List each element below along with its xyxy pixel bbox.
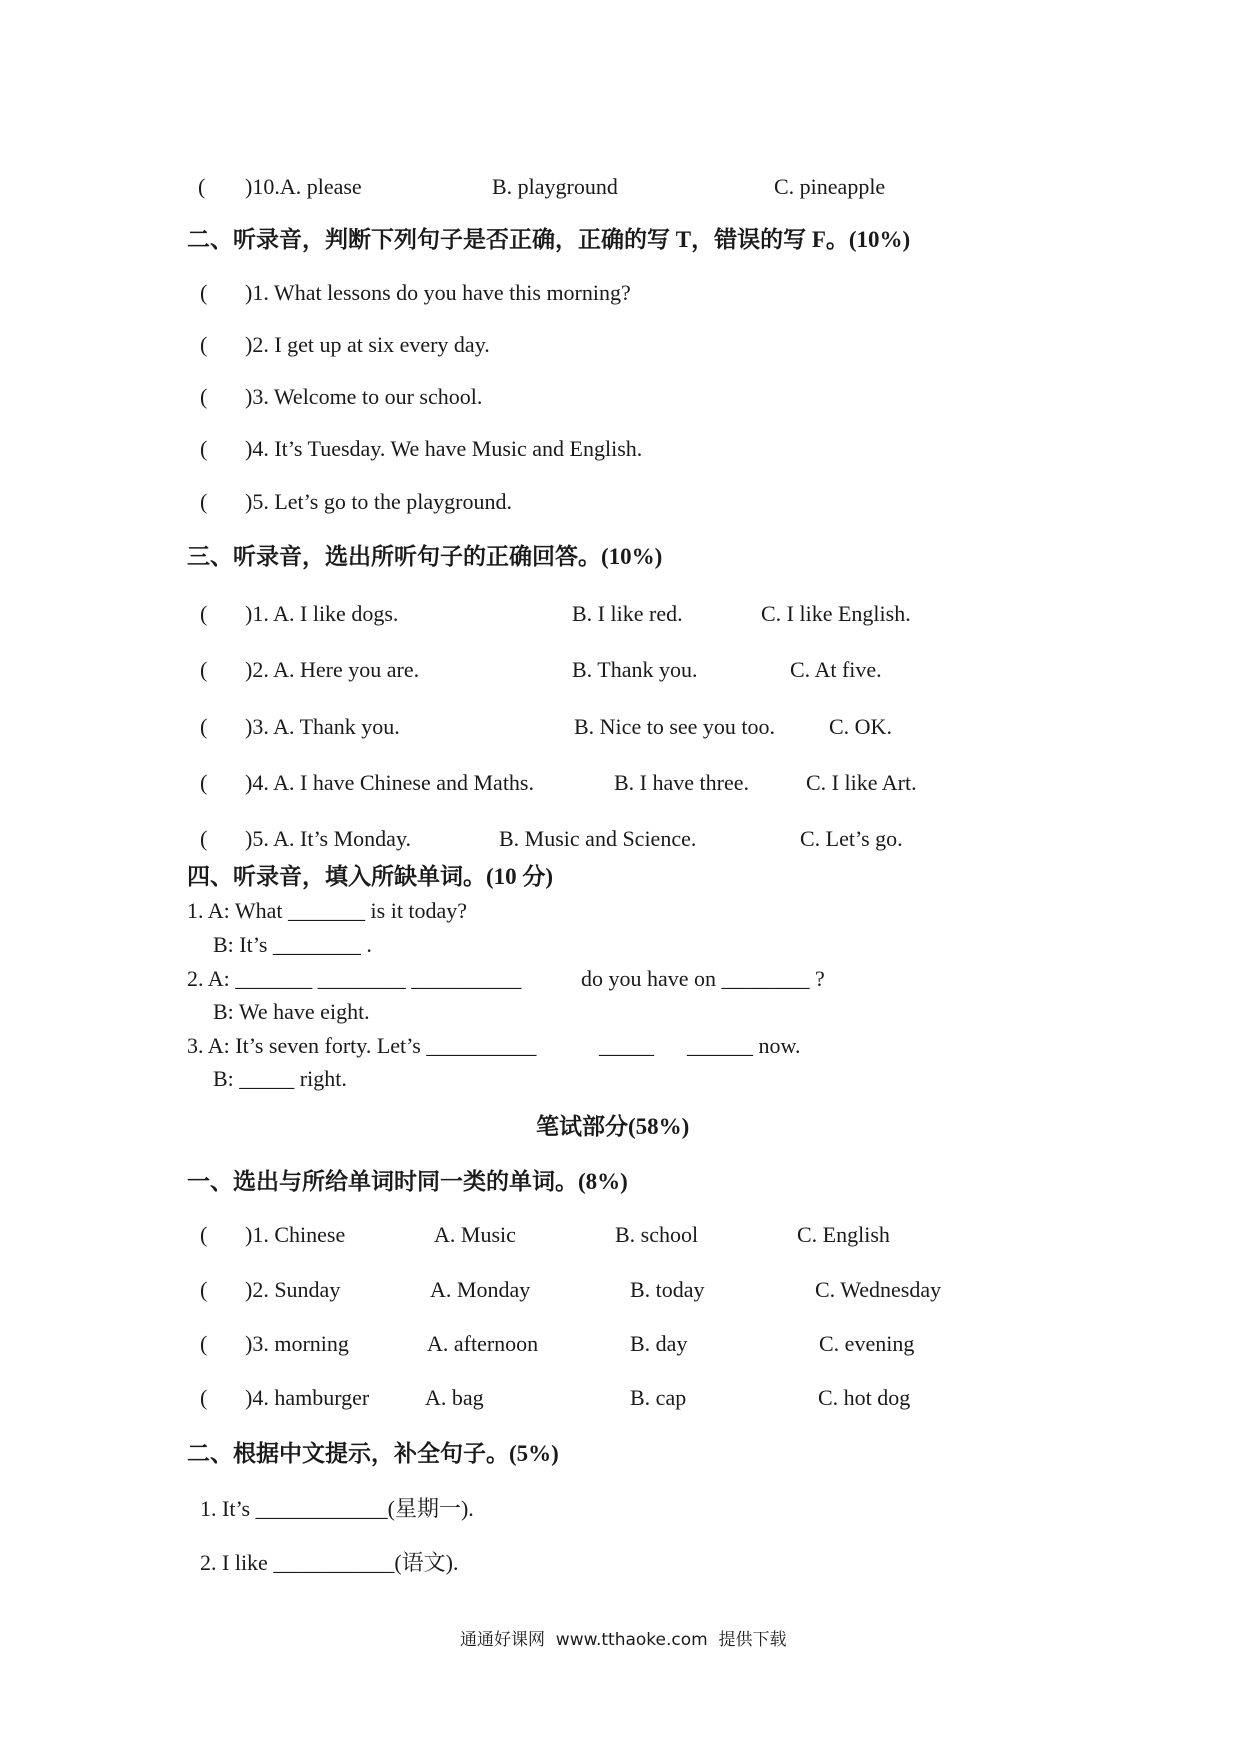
fill-q2-a-part2: do you have on ________ ? <box>581 966 825 991</box>
answer-option-a: )1. A. I like dogs. <box>245 601 399 626</box>
fill-q1-b: B: It’s ________ . <box>213 932 372 957</box>
tf-paren: ( <box>200 280 208 305</box>
answer-option-b: B. I like red. <box>572 601 683 626</box>
classify-option-c: C. hot dog <box>818 1385 911 1410</box>
answer-paren: ( <box>200 601 208 626</box>
classify-word: )1. Chinese <box>245 1222 346 1247</box>
complete-heading: 二、根据中文提示，补全句子。(5%) <box>187 1441 559 1466</box>
answer-option-b: B. I have three. <box>614 770 749 795</box>
answer-paren: ( <box>200 770 208 795</box>
tf-item: )2. I get up at six every day. <box>245 332 490 357</box>
classify-heading: 一、选出与所给单词时同一类的单词。(8%) <box>187 1169 628 1194</box>
tf-item: )5. Let’s go to the playground. <box>245 489 513 514</box>
tf-item: )3. Welcome to our school. <box>245 384 483 409</box>
answer-paren: ( <box>200 826 208 851</box>
answer-paren: ( <box>200 714 208 739</box>
classify-option-c: C. Wednesday <box>815 1277 942 1302</box>
classify-option-c: C. evening <box>819 1331 915 1356</box>
tf-item: )4. It’s Tuesday. We have Music and English. <box>245 436 643 461</box>
answer-option-b: B. Nice to see you too. <box>574 714 776 739</box>
answer-option-a: )4. A. I have Chinese and Maths. <box>245 770 534 795</box>
tf-paren: ( <box>200 436 208 461</box>
q10-paren: ( <box>198 174 206 199</box>
tf-paren: ( <box>200 332 208 357</box>
complete-item: 2. I like ___________(语文). <box>200 1550 459 1575</box>
classify-option-b: B. today <box>630 1277 705 1302</box>
tf-paren: ( <box>200 384 208 409</box>
classify-option-a: A. Monday <box>430 1277 531 1302</box>
classify-option-a: A. Music <box>434 1222 516 1247</box>
classify-word: )2. Sunday <box>245 1277 341 1302</box>
answer-option-c: C. Let’s go. <box>800 826 903 851</box>
answer-option-c: C. I like Art. <box>806 770 917 795</box>
answer-option-a: )3. A. Thank you. <box>245 714 400 739</box>
fill-q1-a: 1. A: What _______ is it today? <box>187 898 468 923</box>
fill-q2-b: B: We have eight. <box>213 999 370 1024</box>
listen-answer-heading: 三、听录音，选出所听句子的正确回答。(10%) <box>187 544 663 569</box>
classify-option-a: A. bag <box>425 1385 484 1410</box>
classify-paren: ( <box>200 1277 208 1302</box>
tf-paren: ( <box>200 489 208 514</box>
q10-option-b: B. playground <box>492 174 618 199</box>
answer-option-a: )5. A. It’s Monday. <box>245 826 412 851</box>
classify-option-b: B. cap <box>630 1385 687 1410</box>
answer-option-a: )2. A. Here you are. <box>245 657 420 682</box>
classify-word: )3. morning <box>245 1331 349 1356</box>
answer-option-b: B. Music and Science. <box>499 826 697 851</box>
answer-option-b: B. Thank you. <box>572 657 698 682</box>
listen-fill-heading: 四、听录音，填入所缺单词。(10 分) <box>187 864 554 889</box>
answer-paren: ( <box>200 657 208 682</box>
classify-paren: ( <box>200 1222 208 1247</box>
footer-source-note: 通通好课网 www.tthaoke.com 提供下载 <box>460 1630 787 1650</box>
classify-word: )4. hamburger <box>245 1385 370 1410</box>
classify-option-b: B. day <box>630 1331 688 1356</box>
classify-option-c: C. English <box>797 1222 890 1247</box>
classify-option-b: B. school <box>615 1222 699 1247</box>
written-section-title: 笔试部分(58%) <box>536 1114 690 1139</box>
classify-option-a: A. afternoon <box>427 1331 539 1356</box>
q10-option-c: C. pineapple <box>774 174 886 199</box>
fill-q3-a-blank2: _____ <box>599 1033 654 1058</box>
fill-q3-a-part3: ______ now. <box>687 1033 801 1058</box>
fill-q3-a-part1: 3. A: It’s seven forty. Let’s __________ <box>187 1033 537 1058</box>
q10-option-a: )10.A. please <box>245 174 362 199</box>
fill-q2-a-part1: 2. A: _______ ________ __________ <box>187 966 522 991</box>
classify-paren: ( <box>200 1331 208 1356</box>
classify-paren: ( <box>200 1385 208 1410</box>
answer-option-c: C. OK. <box>829 714 892 739</box>
answer-option-c: C. I like English. <box>761 601 911 626</box>
listen-tf-heading: 二、听录音，判断下列句子是否正确，正确的写 T，错误的写 F。(10%) <box>187 227 911 252</box>
answer-option-c: C. At five. <box>790 657 882 682</box>
complete-item: 1. It’s ____________(星期一). <box>200 1496 474 1521</box>
tf-item: )1. What lessons do you have this morning? <box>245 280 631 305</box>
fill-q3-b: B: _____ right. <box>213 1066 347 1091</box>
